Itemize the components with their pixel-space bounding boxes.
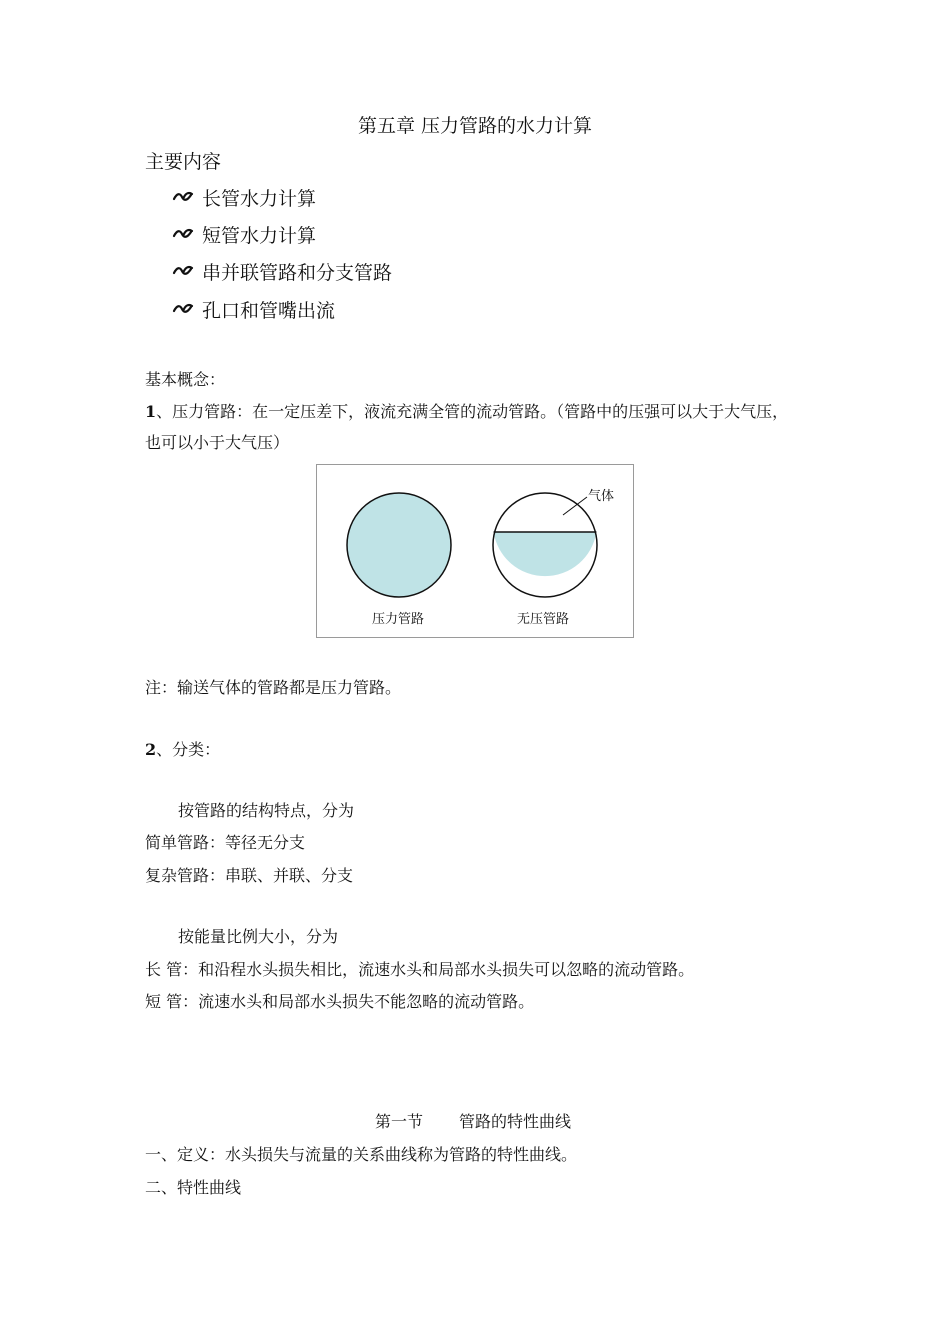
classification-heading-text: 、分类： <box>156 740 221 759</box>
basic-concepts-heading: 基本概念： <box>145 370 226 389</box>
gas-leader-line <box>563 497 587 515</box>
chapter-title: 第五章 压力管路的水力计算 <box>357 115 593 137</box>
non-pressure-pipe-label: 无压管路 <box>517 612 570 627</box>
section-title <box>375 1114 571 1130</box>
wave-bullet-icon <box>172 264 194 283</box>
list-item <box>172 226 316 248</box>
classification-heading <box>145 742 220 758</box>
definition-text: 一、定义：水头损失与流量的关系曲线称为管路的特性曲线。 <box>145 1145 578 1164</box>
curve-heading: 二、特性曲线 <box>145 1178 242 1197</box>
list-item-label: 短管水力计算 <box>202 224 317 247</box>
list-item-label: 串并联管路和分支管路 <box>202 261 393 284</box>
list-item <box>172 263 392 285</box>
short-pipe-text: 短 管：流速水头和局部水头损失不能忽略的流动管路。 <box>145 992 535 1011</box>
pressure-pipe-label: 压力管路 <box>372 612 425 627</box>
wave-bullet-icon <box>172 227 194 246</box>
by-structure-text: 按管路的结构特点，分为 <box>178 801 355 820</box>
by-energy-text: 按能量比例大小，分为 <box>178 927 339 946</box>
complex-pipe-text: 复杂管路：串联、并联、分支 <box>145 866 354 885</box>
note-text: 注：输送气体的管路都是压力管路。 <box>145 678 402 697</box>
classification-number: 2 <box>145 740 157 759</box>
concept-1-continuation: 也可以小于大气压） <box>145 433 290 452</box>
long-pipe-text: 长 管：和沿程水头损失相比，流速水头和局部水头损失可以忽略的流动管路。 <box>145 960 695 979</box>
list-item <box>172 301 335 323</box>
wave-bullet-icon <box>172 302 194 321</box>
main-content-heading: 主要内容 <box>145 151 222 173</box>
list-item-label: 长管水力计算 <box>202 187 317 210</box>
pipe-comparison-figure <box>316 464 634 638</box>
wave-bullet-icon <box>172 190 194 209</box>
concept-1-number: 1 <box>145 402 157 421</box>
simple-pipe-text: 简单管路：等径无分支 <box>145 833 306 852</box>
concept-1-line <box>145 404 788 420</box>
gas-label: 气体 <box>588 489 615 504</box>
pipe-cross-sections <box>317 465 633 637</box>
list-item-label: 孔口和管嘴出流 <box>202 299 336 322</box>
section-number: 第一节 <box>375 1112 424 1131</box>
section-title-text: 管路的特性曲线 <box>459 1112 572 1131</box>
list-item <box>172 189 316 211</box>
partial-pipe-water <box>494 532 597 576</box>
full-pipe-circle <box>347 493 451 597</box>
concept-1-text: 、压力管路：在一定压差下，液流充满全管的流动管路。（管路中的压强可以大于大气压， <box>156 402 789 421</box>
